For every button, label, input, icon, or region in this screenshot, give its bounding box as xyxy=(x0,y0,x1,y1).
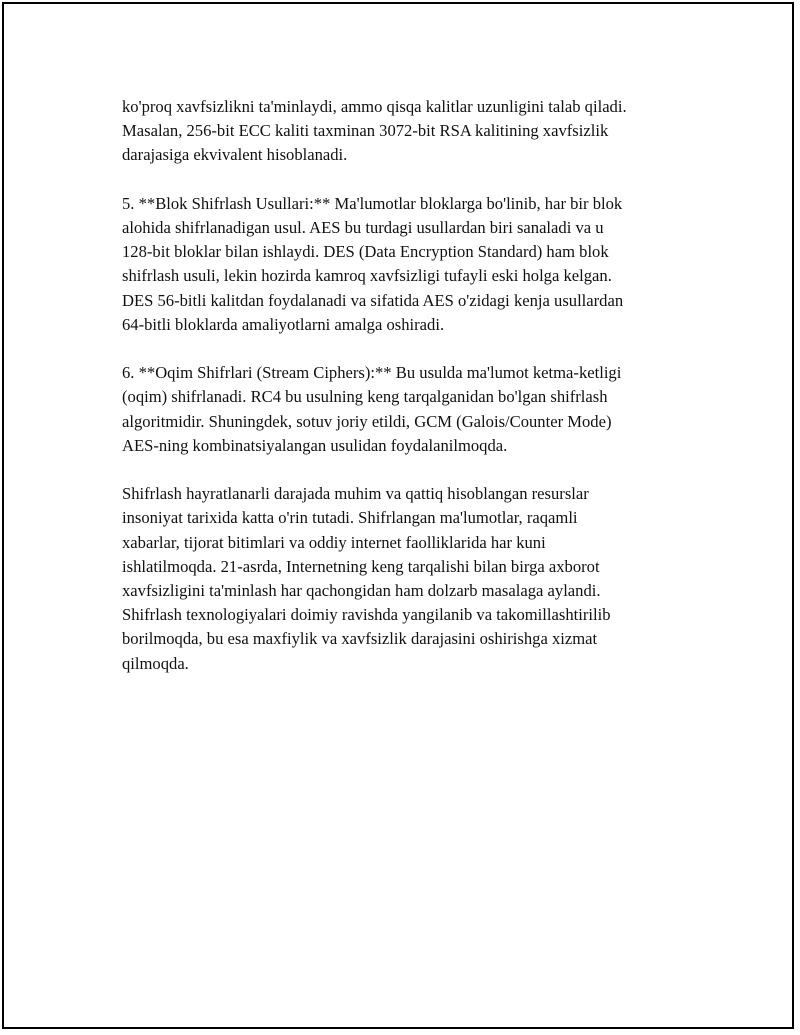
text-line: 6. **Oqim Shifrlari (Stream Ciphers):** Bu usulda ma'lumot ketma-ketligi xyxy=(122,363,622,383)
text-line: AES-ning kombinatsiyalangan usulidan foydalanilmoqda. xyxy=(122,435,508,455)
text-line: DES 56-bitli kalitdan foydalanadi va sifatida AES o'zidagi kenja usullardan xyxy=(122,290,624,310)
text-line: alohida shifrlanadigan usul. AES bu turdagi usullardan biri sanaladi va u xyxy=(122,218,604,237)
page-frame xyxy=(2,2,794,1029)
text-line: algoritmidir. Shuningdek, sotuv joriy etildi, GCM (Galois/Counter Mode) xyxy=(122,411,612,431)
text-line: darajasiga ekvivalent hisoblanadi. xyxy=(122,145,348,165)
text-line: 5. **Blok Shifrlash Usullari:** Ma'lumotlar bloklarga bo'linib, har bir blok xyxy=(122,193,623,213)
paragraph-conclusion xyxy=(122,482,702,676)
paragraph-stream-ciphers xyxy=(122,361,702,458)
paragraph-block-ciphers xyxy=(122,192,702,337)
text-line: xavfsizligini ta'minlash har qachongidan ham dolzarb masalaga aylandi. xyxy=(122,581,601,601)
paragraph-ecc-continuation xyxy=(122,95,702,168)
text-line: 128-bit bloklar bilan ishlaydi. DES (Data Encryption Standard) ham blok xyxy=(122,242,609,262)
text-line: insoniyat tarixida katta o'rin tutadi. Shifrlangan ma'lumotlar, raqamli xyxy=(122,508,578,528)
text-line: ko'proq xavfsizlikni ta'minlaydi, ammo qisqa kalitlar uzunligini talab qiladi. xyxy=(122,97,627,116)
text-line: shifrlash usuli, lekin hozirda kamroq xavfsizligi tufayli eski holga kelgan. xyxy=(122,266,612,286)
text-line: 64-bitli bloklarda amaliyotlarni amalga oshiradi. xyxy=(122,314,445,334)
text-line: Shifrlash hayratlanarli darajada muhim va qattiq hisoblangan resurslar xyxy=(122,484,589,504)
document-body xyxy=(122,95,702,700)
text-line: ishlatilmoqda. 21-asrda, Internetning keng tarqalishi bilan birga axborot xyxy=(122,556,600,576)
text-line: Shifrlash texnologiyalari doimiy ravishda yangilanib va takomillashtirilib xyxy=(122,605,611,625)
text-line: Masalan, 256-bit ECC kaliti taxminan 3072-bit RSA kalitining xavfsizlik xyxy=(122,121,609,141)
text-line: (oqim) shifrlanadi. RC4 bu usulning keng tarqalganidan bo'lgan shifrlash xyxy=(122,387,608,407)
text-line: borilmoqda, bu esa maxfiylik va xavfsizlik darajasini oshirishga xizmat xyxy=(122,629,598,649)
text-line: xabarlar, tijorat bitimlari va oddiy internet faolliklarida har kuni xyxy=(122,532,546,552)
text-line: qilmoqda. xyxy=(122,653,189,673)
